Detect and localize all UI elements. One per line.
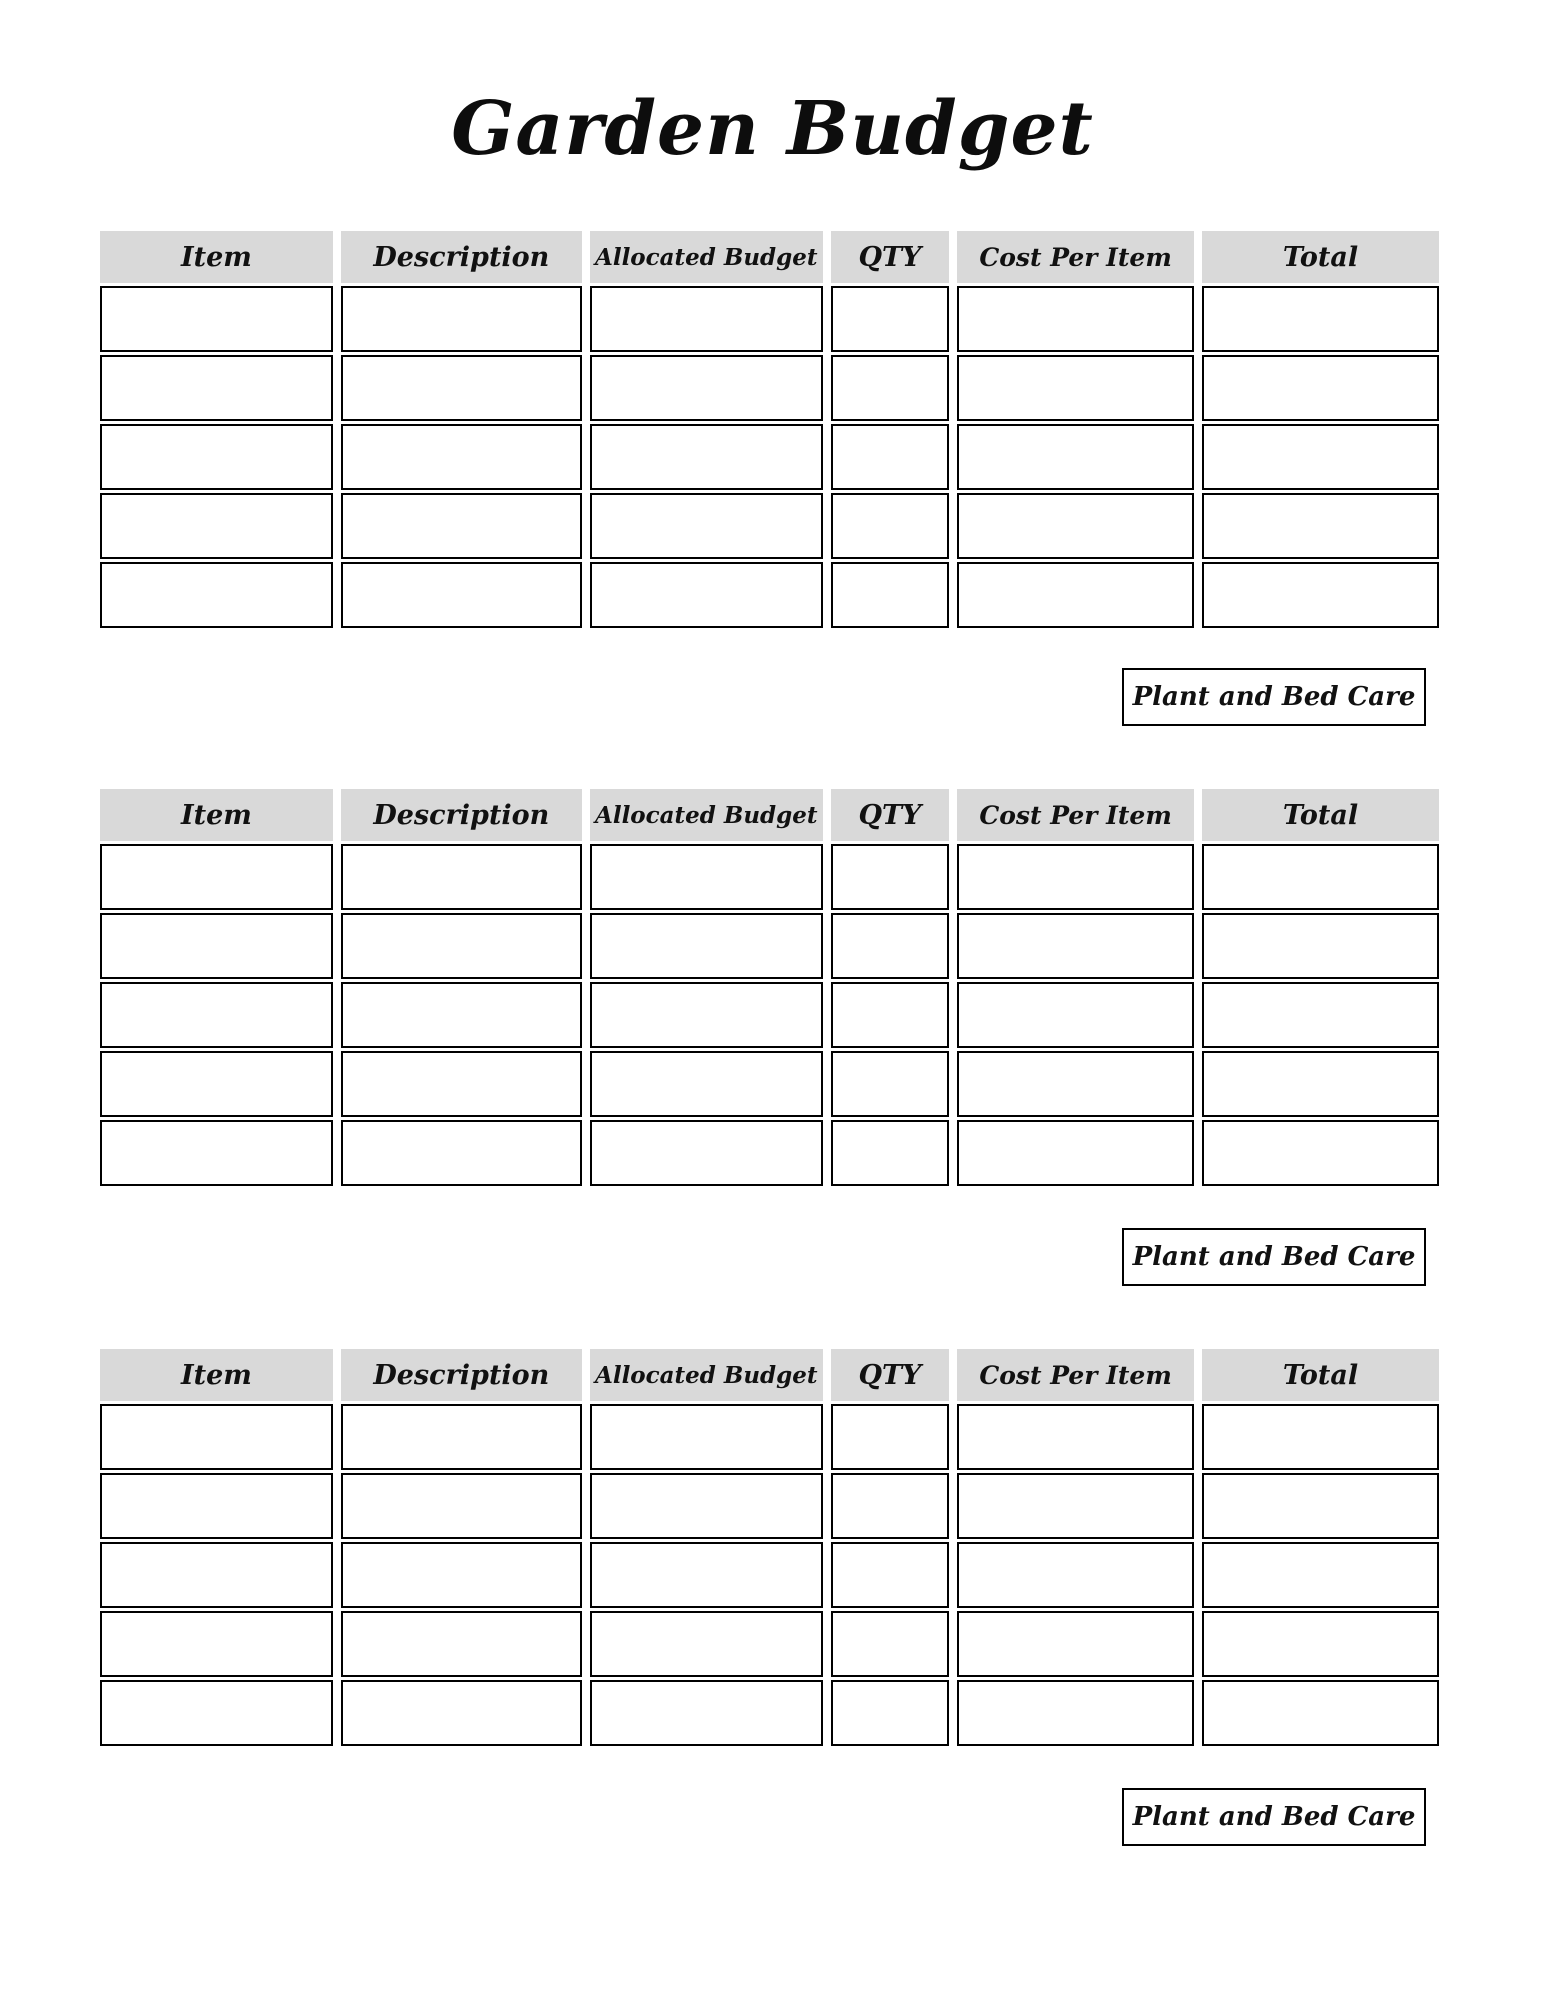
cell-item[interactable]: [100, 1542, 333, 1608]
cell-description[interactable]: [341, 1680, 582, 1746]
column-header-total: Total: [1202, 789, 1439, 841]
cell-description[interactable]: [341, 844, 582, 910]
budget-section-1: [92, 228, 1447, 631]
cell-qty[interactable]: [831, 286, 949, 352]
table-row: [100, 913, 1439, 979]
cell-cost-per-item[interactable]: [957, 1051, 1194, 1117]
cell-item[interactable]: [100, 1473, 333, 1539]
cell-description[interactable]: [341, 355, 582, 421]
cell-description[interactable]: [341, 424, 582, 490]
column-header-allocated-budget: Allocated Budget: [590, 1349, 823, 1401]
cell-item[interactable]: [100, 424, 333, 490]
column-header-description: Description: [341, 231, 582, 283]
cell-qty[interactable]: [831, 493, 949, 559]
cell-cost-per-item[interactable]: [957, 1404, 1194, 1470]
budget-section-2: [92, 786, 1447, 1189]
cell-allocated-budget[interactable]: [590, 1473, 823, 1539]
table-row: [100, 1120, 1439, 1186]
cell-allocated-budget[interactable]: [590, 913, 823, 979]
column-header-total: Total: [1202, 231, 1439, 283]
budget-table-3: [92, 1346, 1447, 1749]
cell-cost-per-item[interactable]: [957, 1611, 1194, 1677]
cell-description[interactable]: [341, 1542, 582, 1608]
cell-qty[interactable]: [831, 424, 949, 490]
section-footer-label-1[interactable]: Plant and Bed Care: [1122, 668, 1426, 726]
cell-cost-per-item[interactable]: [957, 1542, 1194, 1608]
cell-cost-per-item[interactable]: [957, 982, 1194, 1048]
table-row: [100, 1473, 1439, 1539]
budget-section-3: [92, 1346, 1447, 1749]
cell-total[interactable]: [1202, 1542, 1439, 1608]
cell-total[interactable]: [1202, 1680, 1439, 1746]
cell-allocated-budget[interactable]: [590, 844, 823, 910]
cell-cost-per-item[interactable]: [957, 1680, 1194, 1746]
column-header-qty: QTY: [831, 231, 949, 283]
column-header-item: Item: [100, 231, 333, 283]
cell-cost-per-item[interactable]: [957, 562, 1194, 628]
cell-total[interactable]: [1202, 1120, 1439, 1186]
column-header-total: Total: [1202, 1349, 1439, 1401]
cell-description[interactable]: [341, 1404, 582, 1470]
cell-qty[interactable]: [831, 1404, 949, 1470]
cell-qty[interactable]: [831, 982, 949, 1048]
cell-qty[interactable]: [831, 913, 949, 979]
cell-total[interactable]: [1202, 982, 1439, 1048]
cell-cost-per-item[interactable]: [957, 1120, 1194, 1186]
column-header-description: Description: [341, 789, 582, 841]
cell-qty[interactable]: [831, 562, 949, 628]
table-row: [100, 424, 1439, 490]
table-row: [100, 286, 1439, 352]
cell-allocated-budget[interactable]: [590, 286, 823, 352]
cell-total[interactable]: [1202, 355, 1439, 421]
cell-allocated-budget[interactable]: [590, 562, 823, 628]
cell-description[interactable]: [341, 286, 582, 352]
cell-item[interactable]: [100, 1680, 333, 1746]
cell-total[interactable]: [1202, 1404, 1439, 1470]
cell-total[interactable]: [1202, 844, 1439, 910]
cell-item[interactable]: [100, 1611, 333, 1677]
cell-qty[interactable]: [831, 1120, 949, 1186]
cell-description[interactable]: [341, 562, 582, 628]
cell-description[interactable]: [341, 982, 582, 1048]
table-row: [100, 562, 1439, 628]
cell-qty[interactable]: [831, 844, 949, 910]
column-header-item: Item: [100, 1349, 333, 1401]
cell-total[interactable]: [1202, 1611, 1439, 1677]
budget-table-2: [92, 786, 1447, 1189]
cell-total[interactable]: [1202, 493, 1439, 559]
cell-total[interactable]: [1202, 286, 1439, 352]
column-header-cost-per-item: Cost Per Item: [957, 231, 1194, 283]
table-row: [100, 1680, 1439, 1746]
cell-allocated-budget[interactable]: [590, 982, 823, 1048]
column-header-cost-per-item: Cost Per Item: [957, 789, 1194, 841]
column-header-cost-per-item: Cost Per Item: [957, 1349, 1194, 1401]
cell-qty[interactable]: [831, 1542, 949, 1608]
cell-qty[interactable]: [831, 1680, 949, 1746]
table-row: [100, 1542, 1439, 1608]
cell-item[interactable]: [100, 982, 333, 1048]
cell-qty[interactable]: [831, 1473, 949, 1539]
cell-item[interactable]: [100, 1120, 333, 1186]
page-title: Garden Budget: [451, 86, 1094, 172]
cell-description[interactable]: [341, 1051, 582, 1117]
cell-total[interactable]: [1202, 424, 1439, 490]
cell-allocated-budget[interactable]: [590, 355, 823, 421]
cell-qty[interactable]: [831, 355, 949, 421]
cell-item[interactable]: [100, 1051, 333, 1117]
cell-total[interactable]: [1202, 1473, 1439, 1539]
column-header-qty: QTY: [831, 789, 949, 841]
table-row: [100, 493, 1439, 559]
cell-allocated-budget[interactable]: [590, 1611, 823, 1677]
cell-description[interactable]: [341, 1611, 582, 1677]
table-row: [100, 355, 1439, 421]
cell-total[interactable]: [1202, 562, 1439, 628]
cell-total[interactable]: [1202, 913, 1439, 979]
cell-allocated-budget[interactable]: [590, 1120, 823, 1186]
column-header-qty: QTY: [831, 1349, 949, 1401]
cell-allocated-budget[interactable]: [590, 493, 823, 559]
cell-cost-per-item[interactable]: [957, 493, 1194, 559]
cell-cost-per-item[interactable]: [957, 913, 1194, 979]
table-row: [100, 844, 1439, 910]
cell-cost-per-item[interactable]: [957, 355, 1194, 421]
table-header-row: [100, 789, 1439, 841]
cell-qty[interactable]: [831, 1611, 949, 1677]
cell-cost-per-item[interactable]: [957, 1473, 1194, 1539]
cell-allocated-budget[interactable]: [590, 1542, 823, 1608]
cell-description[interactable]: [341, 1473, 582, 1539]
cell-allocated-budget[interactable]: [590, 424, 823, 490]
cell-item[interactable]: [100, 1404, 333, 1470]
cell-description[interactable]: [341, 913, 582, 979]
cell-cost-per-item[interactable]: [957, 424, 1194, 490]
column-header-description: Description: [341, 1349, 582, 1401]
cell-cost-per-item[interactable]: [957, 286, 1194, 352]
cell-allocated-budget[interactable]: [590, 1404, 823, 1470]
table-row: [100, 1611, 1439, 1677]
cell-cost-per-item[interactable]: [957, 844, 1194, 910]
cell-item[interactable]: [100, 562, 333, 628]
cell-total[interactable]: [1202, 1051, 1439, 1117]
cell-description[interactable]: [341, 1120, 582, 1186]
section-footer-label-2[interactable]: Plant and Bed Care: [1122, 1228, 1426, 1286]
column-header-item: Item: [100, 789, 333, 841]
cell-item[interactable]: [100, 913, 333, 979]
column-header-allocated-budget: Allocated Budget: [590, 231, 823, 283]
cell-allocated-budget[interactable]: [590, 1680, 823, 1746]
cell-item[interactable]: [100, 355, 333, 421]
table-header-row: [100, 1349, 1439, 1401]
table-row: [100, 982, 1439, 1048]
cell-qty[interactable]: [831, 1051, 949, 1117]
cell-item[interactable]: [100, 286, 333, 352]
cell-item[interactable]: [100, 493, 333, 559]
column-header-allocated-budget: Allocated Budget: [590, 789, 823, 841]
cell-item[interactable]: [100, 844, 333, 910]
section-footer-label-3[interactable]: Plant and Bed Care: [1122, 1788, 1426, 1846]
table-header-row: [100, 231, 1439, 283]
budget-table-1: [92, 228, 1447, 631]
table-row: [100, 1051, 1439, 1117]
table-row: [100, 1404, 1439, 1470]
cell-allocated-budget[interactable]: [590, 1051, 823, 1117]
cell-description[interactable]: [341, 493, 582, 559]
